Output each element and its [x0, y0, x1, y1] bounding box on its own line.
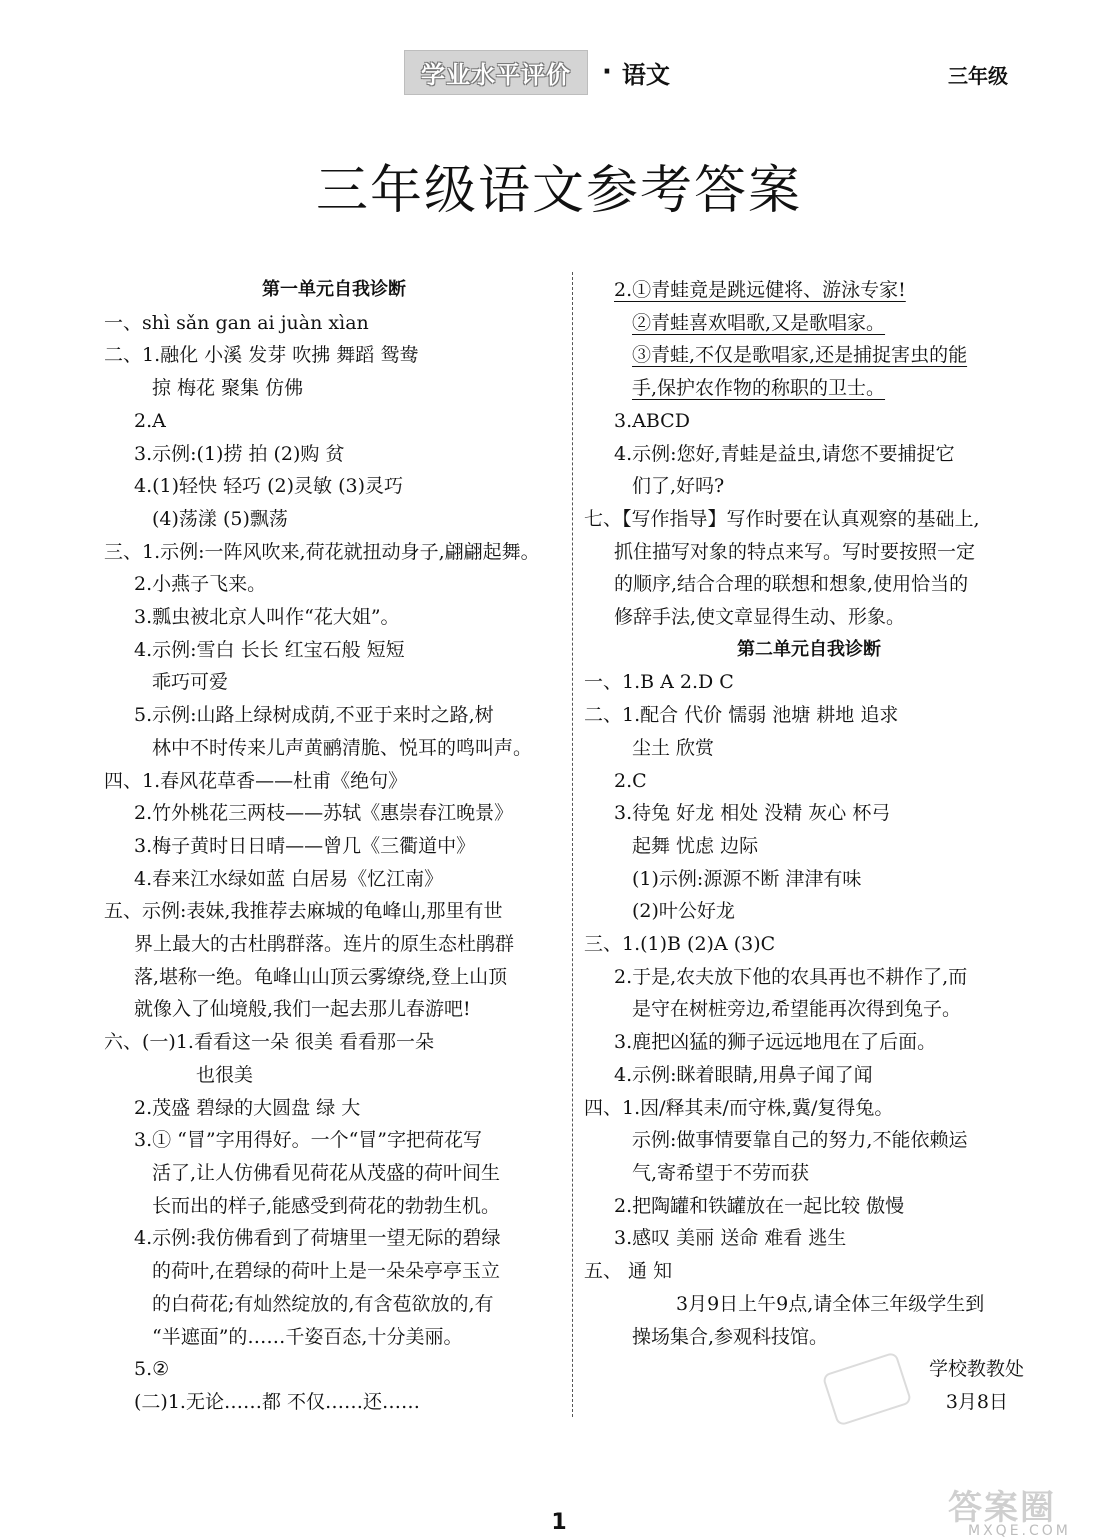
answer-line: 2.①青蛙竟是跳远健将、游泳专家!	[614, 279, 906, 301]
answer-line: 2.于是,农夫放下他的农具再也不耕作了,而	[614, 965, 968, 988]
header-bar	[404, 48, 670, 96]
answer-line: 操场集合,参观科技馆。	[632, 1325, 829, 1348]
answer-line: 3.示例:(1)捞 拍 (2)购 贫	[134, 442, 345, 465]
answer-line: 气,寄希望于不劳而获	[632, 1161, 810, 1184]
answer-line: 四、1.春风花草香——杜甫《绝句》	[104, 769, 408, 792]
answer-line: (二)1.无论……都 不仅……还……	[134, 1390, 420, 1413]
answer-line: 的白荷花;有灿然绽放的,有含苞欲放的,有	[152, 1292, 494, 1315]
answer-line: 长而出的样子,能感受到荷花的勃勃生机。	[152, 1194, 501, 1217]
answer-line: 3月8日	[945, 1390, 1008, 1413]
answer-line: (4)荡漾 (5)飘荡	[152, 507, 288, 530]
answer-line: 3月9日上午9点,请全体三年级学生到	[676, 1292, 985, 1315]
answer-line: 4.示例:眯着眼睛,用鼻子闻了闻	[614, 1063, 873, 1086]
watermark-logo	[948, 1480, 1108, 1539]
answer-line: 乖巧可爱	[152, 671, 229, 694]
brand-label: 学业水平评价	[404, 50, 588, 95]
watermark-text: 答案圈	[948, 1488, 1056, 1528]
answer-line: 起舞 忧虑 边际	[632, 834, 759, 857]
answer-line: 学校教教处	[928, 1358, 1024, 1381]
answer-line: (1)示例:源源不断 津津有味	[632, 867, 862, 890]
answer-line: 3.鹿把凶猛的狮子远远地甩在了后面。	[614, 1031, 937, 1054]
answer-line: 手,保护农作物的称职的卫士。	[632, 377, 886, 400]
answer-line: 三、1.(1)B (2)A (3)C	[584, 933, 776, 956]
answer-line: 二、1.配合 代价 懦弱 池塘 耕地 追求	[584, 704, 899, 727]
left-column	[104, 274, 564, 1419]
answer-line: “半遮面”的……千姿百态,十分美丽。	[152, 1325, 463, 1348]
answer-line: 林中不时传来儿声黄鹂清脆、悦耳的鸣叫声。	[152, 736, 533, 759]
answer-line: 抓住描写对象的特点来写。写时要按照一定	[614, 540, 976, 563]
answer-line: 的顺序,结合合理的联想和想象,使用恰当的	[614, 573, 969, 596]
answer-line: 活了,让人仿佛看见荷花从茂盛的荷叶间生	[152, 1161, 501, 1184]
answer-line: (2)叶公好龙	[632, 900, 735, 923]
answer-line: 2.竹外桃花三两枝——苏轼《惠崇春江晚景》	[134, 802, 514, 825]
answer-line: 4.示例:我仿佛看到了荷塘里一望无际的碧绿	[134, 1227, 501, 1250]
answer-line: 2.A	[134, 409, 166, 432]
grade-label: 三年级	[948, 64, 1008, 88]
answer-line: 修辞手法,使文章显得生动、形象。	[614, 606, 906, 629]
answer-line: 三、1.示例:一阵风吹来,荷花就扭动身子,翩翩起舞。	[104, 540, 540, 563]
answer-line: 二、1.融化 小溪 发芽 吹拂 舞蹈 鸳鸯	[104, 344, 419, 367]
answer-line: 4.示例:您好,青蛙是益虫,请您不要捕捉它	[614, 442, 955, 465]
answer-line: 们了,好吗?	[632, 475, 725, 498]
answer-line: 3.ABCD	[614, 409, 690, 432]
answer-line: 3.梅子黄时日日晴——曾几《三衢道中》	[134, 834, 476, 857]
answer-line: 五、示例:表妹,我推荐去麻城的龟峰山,那里有世	[104, 900, 503, 923]
answer-line: 一、shì sǎn gan ai juàn xìan	[104, 311, 369, 334]
answer-line: 就像入了仙境般,我们一起去那儿春游吧!	[134, 998, 471, 1021]
answer-line: 2.C	[614, 769, 647, 792]
section-heading: 第二单元自我诊断	[737, 638, 881, 660]
answer-line: 2.茂盛 碧绿的大圆盘 绿 大	[134, 1096, 361, 1119]
subject-label: 语文	[621, 60, 670, 89]
right-column	[584, 274, 1034, 1419]
answer-line: 界上最大的古杜鹃群落。连片的原生态杜鹃群	[134, 933, 515, 956]
section-heading: 第一单元自我诊断	[262, 279, 406, 300]
answer-line: ②青蛙喜欢唱歌,又是歌唱家。	[632, 311, 886, 334]
answer-line: 2.把陶罐和铁罐放在一起比较 傲慢	[614, 1194, 905, 1217]
answer-line: 4.示例:雪白 长长 红宝石般 短短	[134, 638, 405, 661]
answer-line: 5.示例:山路上绿树成荫,不亚于来时之路,树	[134, 704, 494, 727]
answer-line: 3.① “冒”字用得好。一个“冒”字把荷花写	[134, 1129, 483, 1152]
answer-line: 五、 通 知	[584, 1260, 673, 1283]
answer-line: 七、【写作指导】写作时要在认真观察的基础上,	[584, 507, 980, 530]
answer-line: 掠 梅花 聚集 仿佛	[152, 377, 304, 400]
answer-line: 的荷叶,在碧绿的荷叶上是一朵朵亭亭玉立	[152, 1260, 501, 1283]
page-title: 三年级语文参考答案	[315, 161, 802, 221]
answer-line: 落,堪称一绝。龟峰山山顶云雾缭绕,登上山顶	[134, 965, 508, 988]
answer-line: 3.瓢虫被北京人叫作“花大姐”。	[134, 606, 400, 629]
page-number: 1	[551, 1510, 567, 1535]
answer-line: 四、1.因/释其耒/而守株,冀/复得兔。	[584, 1096, 894, 1119]
answer-line: 也很美	[196, 1063, 254, 1086]
answer-line: 4.春来江水绿如蓝 白居易《忆江南》	[134, 867, 444, 890]
column-divider	[572, 272, 573, 1417]
header-dot: ·	[602, 57, 612, 87]
answer-line: ③青蛙,不仅是歌唱家,还是捕捉害虫的能	[632, 344, 968, 367]
answer-line: 4.(1)轻快 轻巧 (2)灵敏 (3)灵巧	[134, 475, 403, 498]
answer-line: 六、(一)1.看看这一朵 很美 看看那一朵	[104, 1031, 435, 1054]
answer-line: 一、1.B A 2.D C	[584, 671, 734, 694]
answer-line: 3.待兔 好龙 相处 没精 灰心 杯弓	[614, 802, 891, 825]
watermark-url: MXQE.COM	[968, 1523, 1071, 1539]
answer-line: 是守在树桩旁边,希望能再次得到兔子。	[632, 998, 962, 1021]
answer-line: 5.②	[134, 1358, 170, 1381]
answer-line: 示例:做事情要靠自己的努力,不能依赖运	[632, 1129, 968, 1152]
answer-line: 2.小燕子飞来。	[134, 573, 267, 596]
answer-line: 3.感叹 美丽 送命 难看 逃生	[614, 1227, 847, 1250]
answer-line: 尘土 欣赏	[632, 736, 715, 759]
